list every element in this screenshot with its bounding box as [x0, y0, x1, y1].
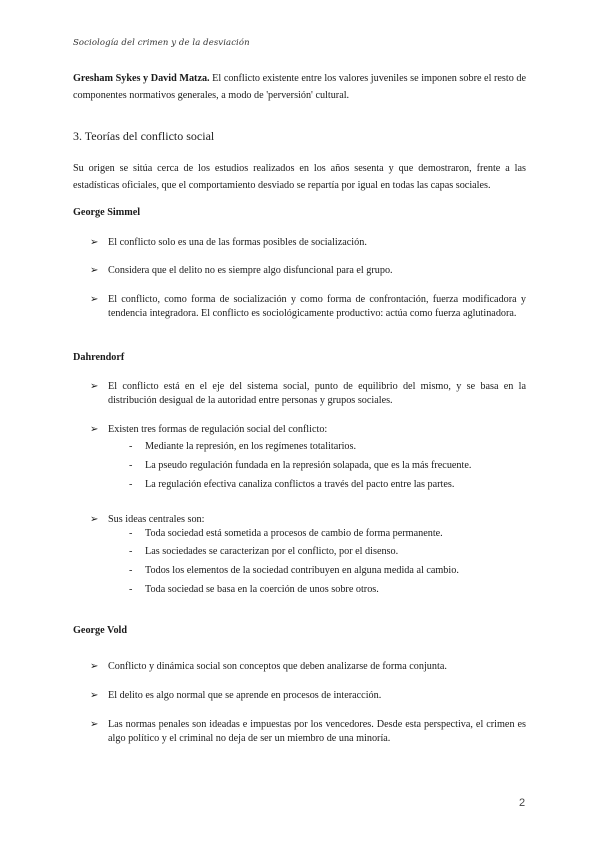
- page-number: 2: [519, 797, 526, 809]
- list-item-text: Las normas penales son ideadas e impuestas por los vencedores. Desde esta perspectiva, el crimen es algo político y el criminal no deja de ser un miembro de una minoría.: [108, 719, 526, 744]
- dash-bullet: -: [129, 546, 133, 557]
- sub-list-item: [129, 545, 526, 559]
- dash-bullet: -: [129, 584, 133, 595]
- list-item-text: Considera que el delito no es siempre algo disfuncional para el grupo.: [108, 265, 393, 276]
- arrow-bullet-icon: ➢: [90, 381, 99, 392]
- intro-paragraph: [73, 70, 526, 104]
- list-item-text: Existen tres formas de regulación social del conflicto:: [108, 424, 328, 435]
- list-item-text: Conflicto y dinámica social son conceptos que deben analizarse de forma conjunta.: [108, 661, 447, 672]
- arrow-bullet-icon: ➢: [90, 265, 99, 276]
- list-item: [90, 689, 526, 703]
- dash-bullet: -: [129, 479, 133, 490]
- arrow-bullet-icon: ➢: [90, 690, 99, 701]
- arrow-bullet-icon: ➢: [90, 294, 99, 305]
- list-item-text: Sus ideas centrales son:: [108, 514, 205, 525]
- arrow-bullet-icon: ➢: [90, 237, 99, 248]
- sub-list-item-text: Mediante la represión, en los regímenes totalitarios.: [145, 441, 357, 452]
- sub-list-item-text: Las sociedades se caracterizan por el conflicto, por el disenso.: [145, 546, 399, 557]
- sub-list-item: [129, 459, 526, 473]
- author-heading-vold: George Vold: [73, 625, 128, 636]
- sub-list-item: [129, 440, 526, 454]
- sub-list-item-text: Toda sociedad se basa en la coerción de unos sobre otros.: [145, 584, 379, 595]
- sub-list-item: [129, 527, 526, 541]
- arrow-bullet-icon: ➢: [90, 719, 99, 730]
- list-item-text: El conflicto, como forma de socialización y como forma de confrontación, fuerza modificadora y tendencia integradora. El conflicto es sociológicamente productivo: actúa como fuerza aglutinadora.: [108, 294, 526, 319]
- intro-authors: Gresham Sykes y David Matza.: [73, 73, 210, 84]
- sub-list-item-text: Toda sociedad está sometida a procesos de cambio de forma permanente.: [145, 528, 443, 539]
- list-item: [90, 293, 526, 321]
- arrow-bullet-icon: ➢: [90, 514, 99, 525]
- list-item: [90, 264, 526, 278]
- sub-list-item: [129, 478, 526, 492]
- list-item: [90, 660, 526, 674]
- arrow-bullet-icon: ➢: [90, 424, 99, 435]
- sub-list-item-text: La pseudo regulación fundada en la represión solapada, que es la más frecuente.: [145, 460, 472, 471]
- dash-bullet: -: [129, 460, 133, 471]
- list-item: [90, 513, 526, 527]
- dash-bullet: -: [129, 565, 133, 576]
- sub-list-item: [129, 583, 526, 597]
- sub-list-item: [129, 564, 526, 578]
- list-item: [90, 236, 526, 250]
- list-item-text: El conflicto está en el eje del sistema social, punto de equilibrio del mismo, y se basa en la distribución desigual de la autoridad entre personas y grupos sociales.: [108, 381, 526, 406]
- sub-list-item-text: La regulación efectiva canaliza conflictos a través del pacto entre las partes.: [145, 479, 455, 490]
- section-title: 3. Teorías del conflicto social: [73, 129, 215, 143]
- list-item-text: El delito es algo normal que se aprende en procesos de interacción.: [108, 690, 382, 701]
- author-heading-dahrendorf: Dahrendorf: [73, 352, 125, 363]
- list-item: [90, 380, 526, 408]
- arrow-bullet-icon: ➢: [90, 661, 99, 672]
- section-intro: Su origen se sitúa cerca de los estudios realizados en los años sesenta y que demostraron, frente a las estadísticas oficiales, que el comportamiento desviado se repartía por igual en todas las capas sociales.: [73, 163, 526, 191]
- author-heading-simmel: George Simmel: [73, 207, 141, 218]
- list-item-text: El conflicto solo es una de las formas posibles de socialización.: [108, 237, 367, 248]
- dash-bullet: -: [129, 528, 133, 539]
- sub-list-item-text: Todos los elementos de la sociedad contribuyen en alguna medida al cambio.: [145, 565, 459, 576]
- page-header: Sociología del crimen y de la desviación: [73, 38, 250, 48]
- dash-bullet: -: [129, 441, 133, 452]
- list-item: [90, 718, 526, 746]
- list-item: [90, 423, 526, 437]
- intro-text: El conflicto existente entre los valores juveniles se imponen sobre el resto de componentes normativos generales, a modo de 'perversión' cultural.: [73, 73, 526, 101]
